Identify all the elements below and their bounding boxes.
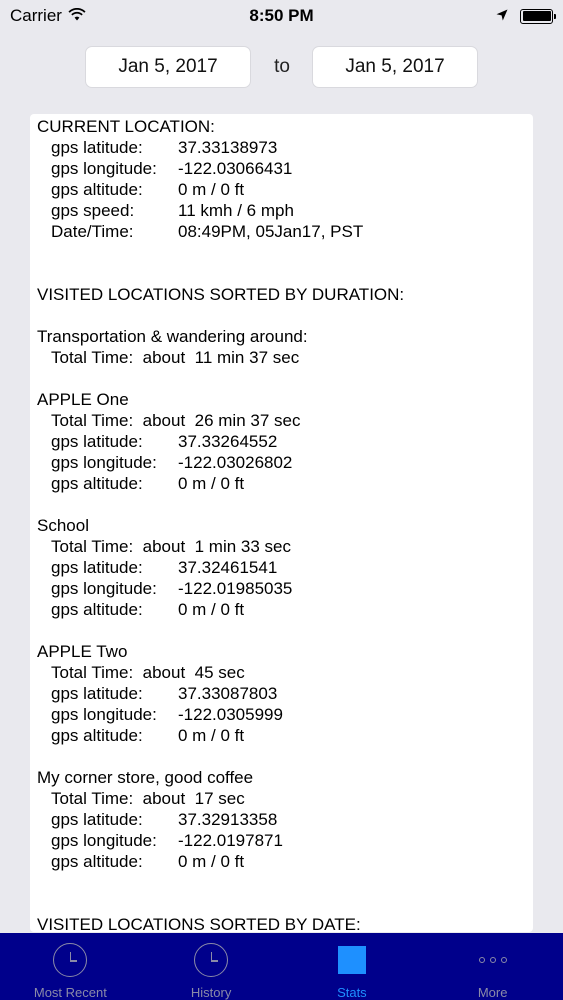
longitude-label: gps longitude: [51, 453, 157, 472]
current-altitude-label: gps altitude: [51, 180, 143, 199]
longitude-value: -122.01985035 [178, 579, 293, 598]
current-speed-label: gps speed: [51, 201, 135, 220]
start-date-button[interactable]: Jan 5, 2017 [85, 46, 251, 88]
altitude-label: gps altitude: [51, 600, 143, 619]
current-datetime-row [37, 221, 533, 242]
current-speed-value: 11 kmh / 6 mph [178, 201, 294, 220]
location-name: APPLE One [37, 390, 129, 409]
latitude-value: 37.32461541 [178, 558, 278, 577]
location-altitude-row [37, 725, 533, 746]
latitude-label: gps latitude: [51, 810, 143, 829]
location-latitude-row [37, 557, 533, 578]
status-left [10, 6, 86, 26]
altitude-label: gps altitude: [51, 726, 143, 745]
current-altitude-value: 0 m / 0 ft [178, 180, 245, 199]
current-altitude-row [37, 179, 533, 200]
location-latitude-row [37, 809, 533, 830]
current-latitude-value: 37.33138973 [178, 138, 278, 157]
altitude-value: 0 m / 0 ft [178, 726, 245, 745]
location-latitude-row [37, 683, 533, 704]
tab-label: More [477, 985, 508, 1000]
date-range-separator: to [274, 56, 290, 77]
location-total-time: Total Time: about 45 sec [51, 663, 245, 682]
latitude-value: 37.33264552 [178, 432, 278, 451]
longitude-value: -122.03026802 [178, 453, 293, 472]
location-name: APPLE Two [37, 642, 128, 661]
latitude-label: gps latitude: [51, 432, 143, 451]
battery-icon [520, 9, 553, 24]
by-duration-heading: VISITED LOCATIONS SORTED BY DURATION: [37, 285, 405, 304]
current-longitude-value: -122.03066431 [178, 159, 293, 178]
latitude-value: 37.33087803 [178, 684, 278, 703]
tab-label: Most Recent [33, 985, 107, 1000]
end-date-button[interactable]: Jan 5, 2017 [312, 46, 478, 88]
clock-icon [53, 943, 87, 977]
altitude-value: 0 m / 0 ft [178, 852, 245, 871]
square-icon [338, 946, 366, 974]
current-datetime-value: 08:49PM, 05Jan17, PST [178, 222, 364, 241]
altitude-label: gps altitude: [51, 474, 143, 493]
latitude-value: 37.32913358 [178, 810, 278, 829]
current-longitude-label: gps longitude: [51, 159, 157, 178]
longitude-value: -122.0305999 [178, 705, 283, 724]
location-altitude-row [37, 599, 533, 620]
tab-history[interactable] [141, 933, 282, 1000]
tab-bar [0, 933, 563, 1000]
transport-total-time: Total Time: about 11 min 37 sec [51, 348, 300, 367]
location-name: My corner store, good coffee [37, 768, 254, 787]
longitude-label: gps longitude: [51, 831, 157, 850]
longitude-label: gps longitude: [51, 705, 157, 724]
location-total-time: Total Time: about 1 min 33 sec [51, 537, 292, 556]
tab-most-recent[interactable] [0, 933, 141, 1000]
location-arrow-icon [496, 6, 508, 26]
altitude-value: 0 m / 0 ft [178, 474, 245, 493]
tab-more[interactable] [422, 933, 563, 1000]
current-latitude-label: gps latitude: [51, 138, 143, 157]
location-total-time: Total Time: about 17 sec [51, 789, 245, 808]
date-range [0, 46, 563, 88]
status-right [496, 6, 553, 26]
location-longitude-row [37, 578, 533, 599]
tab-label: History [190, 985, 232, 1000]
transport-name: Transportation & wandering around: [37, 327, 308, 346]
current-speed-row [37, 200, 533, 221]
current-longitude-row [37, 158, 533, 179]
altitude-label: gps altitude: [51, 852, 143, 871]
current-location-heading: CURRENT LOCATION: [37, 117, 215, 136]
location-total-time: Total Time: about 26 min 37 sec [51, 411, 301, 430]
latitude-label: gps latitude: [51, 558, 143, 577]
location-longitude-row [37, 830, 533, 851]
more-icon [479, 957, 507, 963]
stats-text-view[interactable] [30, 114, 533, 932]
status-bar [0, 0, 563, 32]
altitude-value: 0 m / 0 ft [178, 600, 245, 619]
wifi-icon [68, 6, 86, 26]
status-time: 8:50 PM [249, 6, 314, 25]
clock-icon [194, 943, 228, 977]
location-longitude-row [37, 452, 533, 473]
location-name: School [37, 516, 89, 535]
location-latitude-row [37, 431, 533, 452]
location-altitude-row [37, 851, 533, 872]
location-altitude-row [37, 473, 533, 494]
longitude-value: -122.0197871 [178, 831, 283, 850]
longitude-label: gps longitude: [51, 579, 157, 598]
by-date-heading: VISITED LOCATIONS SORTED BY DATE: [37, 915, 361, 932]
current-latitude-row [37, 137, 533, 158]
current-datetime-label: Date/Time: [51, 222, 134, 241]
latitude-label: gps latitude: [51, 684, 143, 703]
tab-label: Stats [337, 985, 367, 1000]
tab-stats[interactable] [282, 933, 423, 1000]
location-longitude-row [37, 704, 533, 725]
carrier-label: Carrier [10, 6, 62, 25]
